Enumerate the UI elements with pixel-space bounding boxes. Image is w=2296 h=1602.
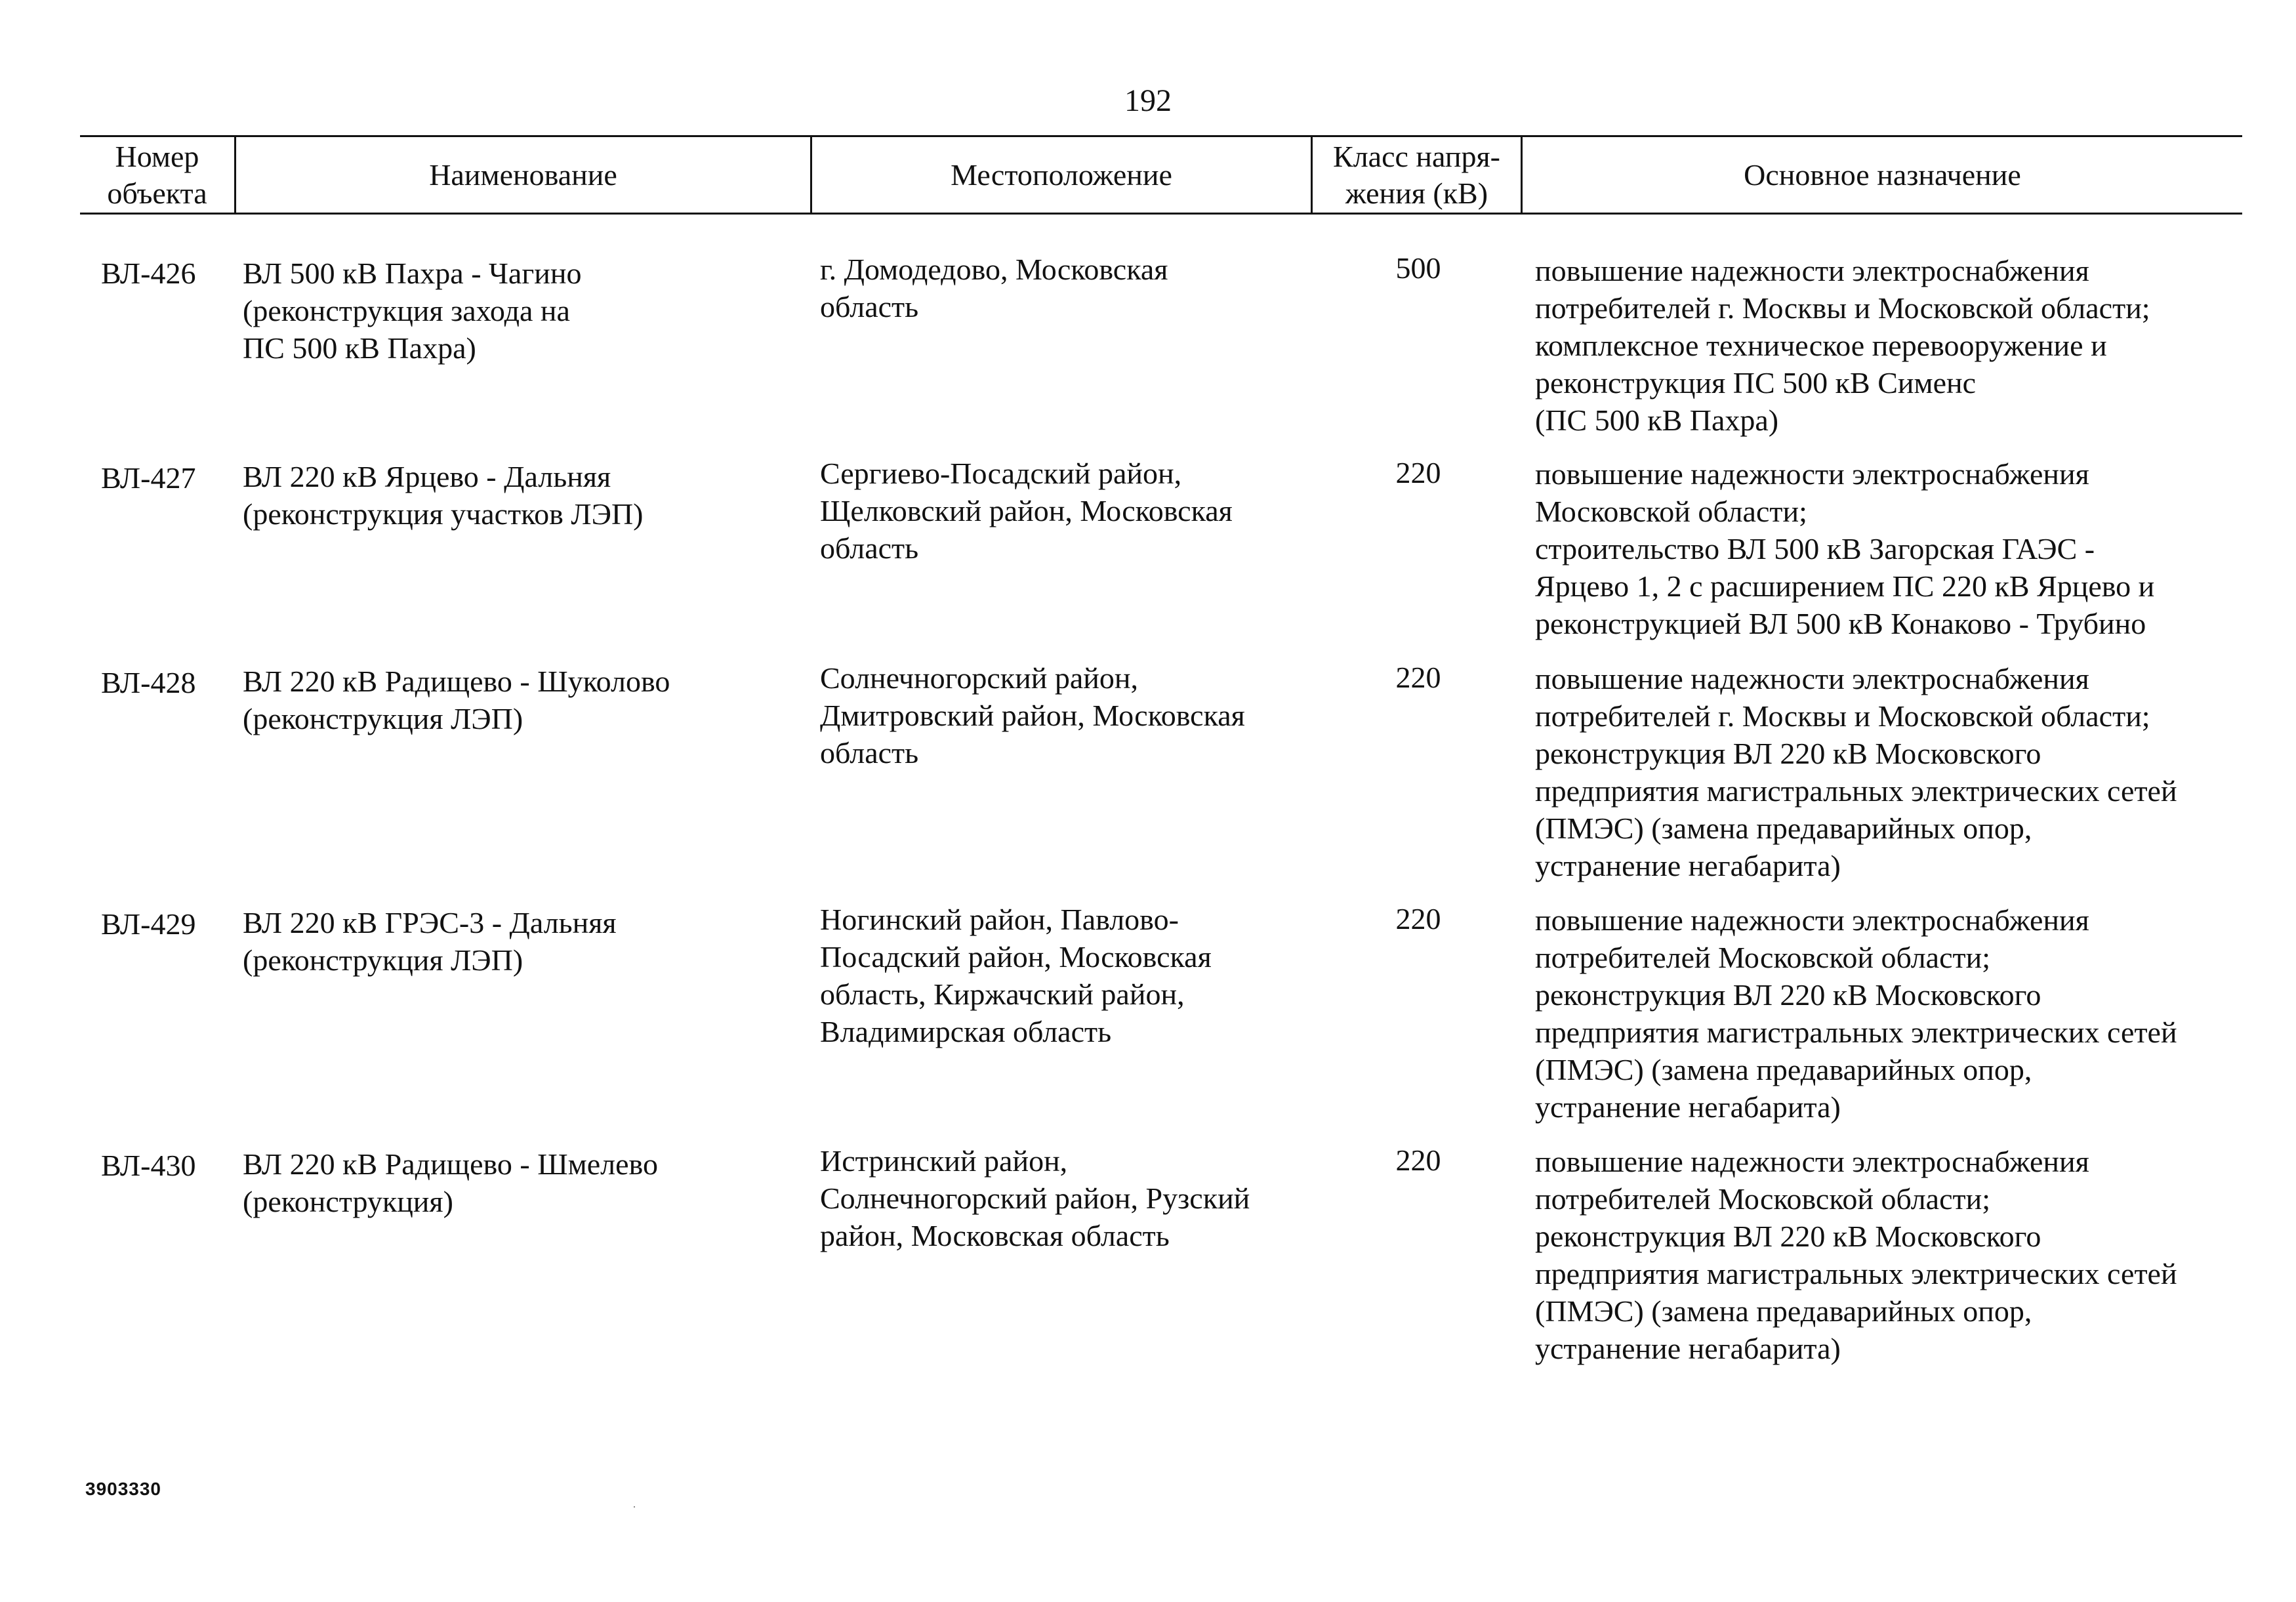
- header-location: Местоположение: [951, 157, 1172, 192]
- object-number: ВЛ-427: [101, 461, 196, 495]
- object-name: ВЛ 220 кВ Радищево - Шмелево (реконструкция): [243, 1147, 658, 1218]
- object-location: Ногинский район, Павлово- Посадский район, Московская область, Киржачский район, Владимирская область: [820, 903, 1212, 1048]
- voltage-class: 500: [1395, 251, 1441, 285]
- object-purpose: повышение надежности электроснабжения потребителей г. Москвы и Московской области; реконструкция ВЛ 220 кВ Московского предприятия магистральных электрических сетей (ПМЭС) (замена предаварийных опор, устранение негабарита): [1535, 662, 2177, 882]
- object-name: ВЛ 220 кВ Ярцево - Дальняя (реконструкция участков ЛЭП): [243, 460, 644, 531]
- object-number: ВЛ-426: [101, 257, 196, 290]
- object-location: Сергиево-Посадский район, Щелковский район, Московская область: [820, 457, 1233, 565]
- header-bottom-rule: [80, 213, 2242, 215]
- object-purpose: повышение надежности электроснабжения потребителей Московской области; реконструкция ВЛ 220 кВ Московского предприятия магистральных электрических сетей (ПМЭС) (замена предаварийных опор, устранение негабарита): [1535, 1145, 2177, 1365]
- object-number: ВЛ-428: [101, 666, 196, 699]
- object-number: ВЛ-430: [101, 1149, 196, 1182]
- object-purpose: повышение надежности электроснабжения потребителей Московской области; реконструкция ВЛ 220 кВ Московского предприятия магистральных электрических сетей (ПМЭС) (замена предаварийных опор, устранение негабарита): [1535, 903, 2177, 1124]
- voltage-class: 220: [1395, 456, 1441, 489]
- header-name: Наименование: [429, 157, 617, 192]
- voltage-class: 220: [1395, 902, 1441, 935]
- object-name: ВЛ 220 кВ ГРЭС-3 - Дальняя (реконструкция ЛЭП): [243, 906, 617, 977]
- page-number: 192: [1124, 83, 1172, 118]
- object-purpose: повышение надежности электроснабжения Московской области; строительство ВЛ 500 кВ Загорская ГАЭС - Ярцево 1, 2 с расширением ПС 220 кВ Ярцево и реконструкцией ВЛ 500 кВ Конаково - Трубино: [1535, 457, 2155, 640]
- object-number: ВЛ-429: [101, 907, 196, 941]
- object-location: г. Домодедово, Московская область: [820, 253, 1168, 323]
- header-purpose: Основное назначение: [1744, 157, 2021, 192]
- header-object-number: Номер объекта: [107, 139, 207, 210]
- document-code: 3903330: [85, 1479, 162, 1499]
- object-purpose: повышение надежности электроснабжения потребителей г. Москвы и Московской области; комплексное техническое перевооружение и реконструкция ПС 500 кВ Сименс (ПС 500 кВ Пахра): [1535, 254, 2150, 437]
- scan-speck: [634, 1506, 635, 1508]
- voltage-class: 220: [1395, 1143, 1441, 1177]
- object-name: ВЛ 220 кВ Радищево - Шуколово (реконструкция ЛЭП): [243, 665, 670, 735]
- header-voltage-class: Класс напря- жения (кВ): [1333, 139, 1500, 210]
- object-location: Солнечногорский район, Дмитровский район, Московская область: [820, 661, 1245, 770]
- object-name: ВЛ 500 кВ Пахра - Чагино (реконструкция захода на ПС 500 кВ Пахра): [243, 257, 582, 365]
- voltage-class: 220: [1395, 661, 1441, 694]
- object-location: Истринский район, Солнечногорский район, Рузский район, Московская область: [820, 1144, 1250, 1252]
